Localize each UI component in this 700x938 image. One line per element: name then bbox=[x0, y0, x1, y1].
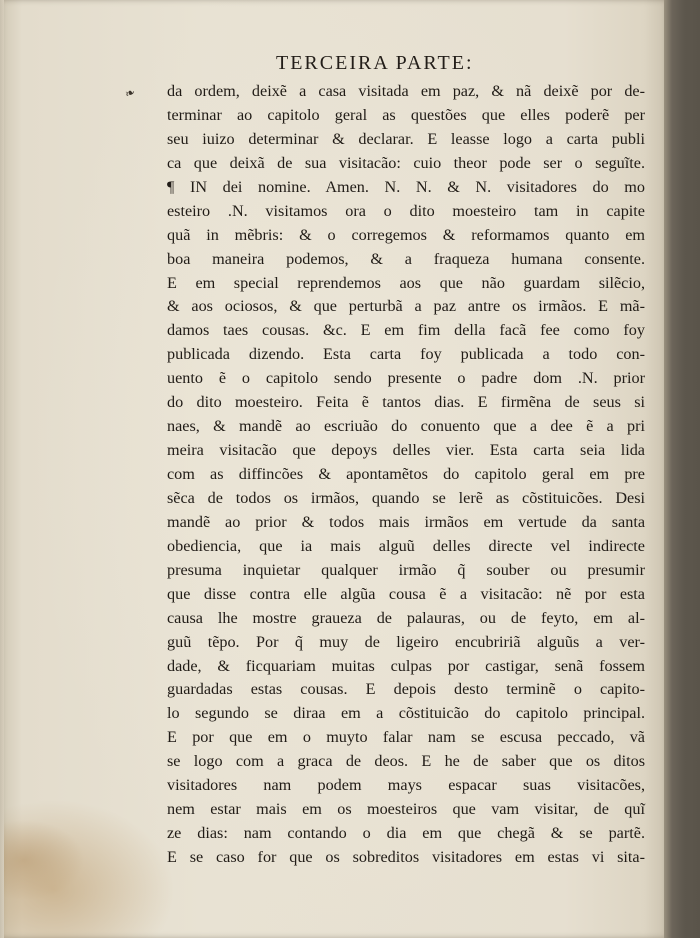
text-line: guũ tẽpo. Por q̃ muy de ligeiro encubririã alguũs a ver- bbox=[167, 632, 645, 651]
text-line: obediencia, que ia mais alguũ delles directe vel indirecte bbox=[167, 536, 645, 555]
running-head: TERCEIRA PARTE: bbox=[276, 52, 474, 74]
text-line: E se caso for que os sobreditos visitadores em estas vi sita- bbox=[167, 848, 645, 866]
text-line: visitadores nam podem mays espacar suas visitacões, bbox=[167, 776, 645, 795]
text-line: boa maneira podemos, & a fraqueza humana consente. bbox=[167, 249, 645, 268]
text-line: terminar ao capitolo geral as questões que elles poderẽ per bbox=[167, 105, 645, 124]
text-line: ze dias: nam contando o dia em que chegã & se partẽ. bbox=[167, 824, 645, 843]
text-line: uento ẽ o capitolo sendo presente o padre dom .N. prior bbox=[167, 369, 645, 388]
text-line: da ordem, deixẽ a casa visitada em paz, & nã deixẽ por de- bbox=[167, 82, 645, 100]
body-text bbox=[167, 80, 645, 870]
text-line: seu iuizo determinar & declarar. E leasse logo a carta publi bbox=[167, 129, 645, 148]
text-line: naes, & mandẽ ao escriuão do conuento que a dee ẽ a pri bbox=[167, 417, 645, 436]
text-line: presuma inquietar qualquer irmão q̃ souber ou presumir bbox=[167, 560, 645, 579]
text-line: damos taes cousas. &c. E em fim della facã fee como foy bbox=[167, 321, 645, 340]
text-line: nem estar mais em os moesteiros que vam visitar, de quĩ bbox=[167, 800, 645, 819]
text-line: sẽca de todos os irmãos, quando se lerẽ as cõstituicões. Desi bbox=[167, 488, 645, 507]
book-page bbox=[4, 0, 670, 938]
text-line: dade, & ficquariam muitas culpas por castigar, senã fossem bbox=[167, 656, 645, 675]
text-line: esteiro .N. visitamos ora o dito moesteiro tam in capite bbox=[167, 201, 645, 220]
text-line: mandẽ ao prior & todos mais irmãos em vertude da santa bbox=[167, 512, 645, 531]
text-line: com as diffincões & apontamẽtos do capitolo geral em pre bbox=[167, 465, 645, 483]
text-line: causa lhe mostre graueza de palauras, ou de feyto, em al- bbox=[167, 608, 645, 627]
text-line: ca que deixã de sua visitacão: cuio theor pode ser o seguĩte. bbox=[167, 153, 645, 172]
text-line: ¶ IN dei nomine. Amen. N. N. & N. visitadores do mo bbox=[167, 177, 645, 196]
text-line: & aos ociosos, & que perturbã a paz antre os irmãos. E mã- bbox=[167, 297, 645, 316]
text-line: E por que em o muyto falar nam se escusa peccado, vã bbox=[167, 728, 645, 747]
text-line: guardadas estas cousas. E depois desto terminẽ o capito- bbox=[167, 680, 645, 699]
marginal-flourish-icon: ❧ bbox=[122, 84, 138, 102]
text-line: lo segundo se diraa em a cõstituicão do capitolo principal. bbox=[167, 704, 645, 723]
book-gutter bbox=[664, 0, 700, 938]
text-line: que disse contra elle algũa cousa ẽ a visitacão: nẽ por esta bbox=[167, 584, 645, 603]
text-line: E em special reprendemos aos que não guardam silẽcio, bbox=[167, 273, 645, 292]
text-line: do dito moesteiro. Feita ẽ tantos dias. E firmẽna de seus si bbox=[167, 393, 645, 412]
text-line: quã in mẽbris: & o corregemos & reformamos quanto em bbox=[167, 225, 645, 244]
text-line: se logo com a graca de deos. E he de saber que os ditos bbox=[167, 752, 645, 771]
text-line: publicada dizendo. Esta carta foy publicada a todo con- bbox=[167, 345, 645, 364]
text-line: meira visitacão que depoys delles vier. Esta carta seia lida bbox=[167, 441, 645, 460]
